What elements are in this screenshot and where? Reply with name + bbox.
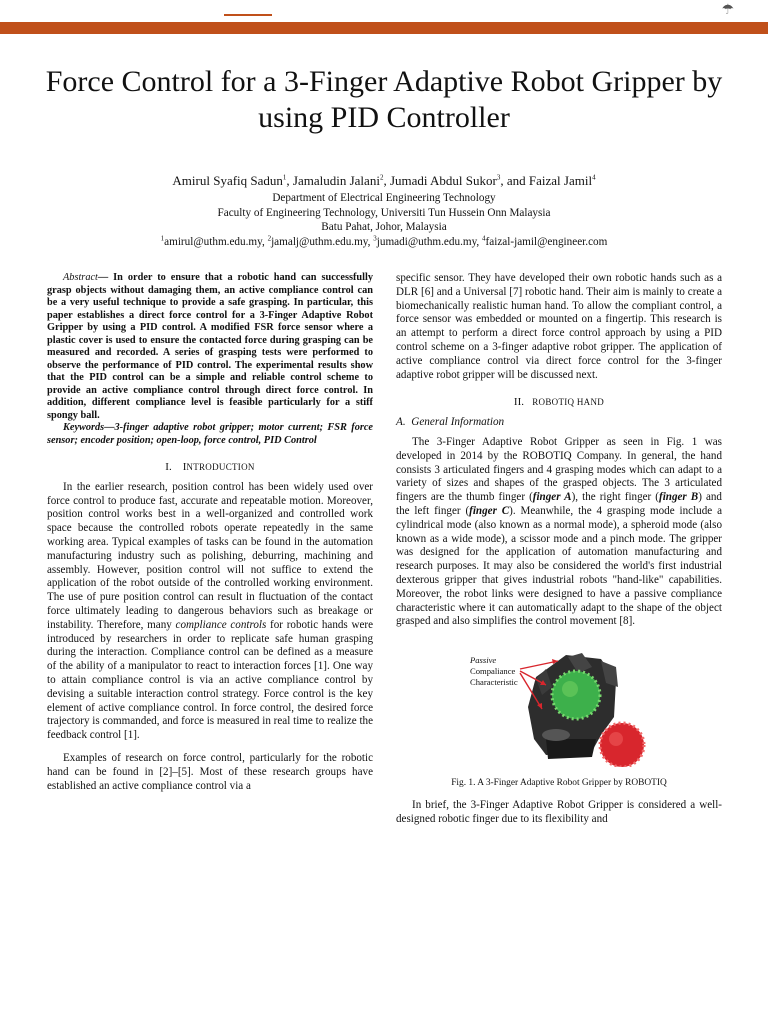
paragraph: Examples of research on force control, particularly for the robotic hand can be found in [2]–[5]. Most of these research groups have established an active compliance control via a bbox=[47, 751, 373, 792]
author-block bbox=[30, 172, 738, 249]
department: Department of Electrical Engineering Technology bbox=[272, 192, 496, 204]
figure-gripper bbox=[396, 647, 722, 767]
author-name: Jamaludin Jalani bbox=[292, 173, 380, 188]
paragraph: specific sensor. They have developed their own robotic hands such as a DLR [6] and a Universal [7] robotic hand. Their aim is mainly to create a biomechanically realistic human hand. To allow the compliant control, a force sensor was embedded or mounted on a fingertip. This research is an attempt to perform a direct force control approach by using a PID control scheme on a 3-finger adaptive robot gripper. The application of active compliance control via direct force control for the 3-finger adaptive robot gripper will be discussed next. bbox=[396, 272, 722, 381]
paragraph: The 3-Finger Adaptive Robot Gripper as seen in Fig. 1 was developed in 2014 by the ROBOTIQ Company. In general, the hand consists 3 articulated fingers and 4 grasping modes which can adapt to a variety of sizes and shapes of the grasped objects. The 3 articulated fingers are the thumb finger (finger A), the right finger (finger B) and the left finger (finger C). Meanwhile, the 4 grasping mode include a cylindrical mode (also known as a normal mode), a spheroid mode (also known as a wide mode), a scissor mode and a pinch mode. The gripper was designed for the application of automation manufacturing and research purposes. It may also be considered the world's first industrial dexterous gripper that gives industrial robots "hand-like" capabilities. Moreover, the robot links were designed to have a passive compliance characteristic where it can automatically adapt to the shape of the object grasped and also simplifies the control movement [8]. bbox=[396, 435, 722, 628]
author-emails: $^1$amirul@uthm.edu.my, $^2$jamalj@uthm.edu.my, $^3$jumadi@uthm.edu.my, $^4$faizal-jamil@engineer.com bbox=[160, 233, 608, 248]
left-column bbox=[47, 272, 373, 793]
faculty: Faculty of Engineering Technology, Universiti Tun Hussein Onn Malaysia bbox=[217, 206, 551, 219]
orange-header-band bbox=[0, 22, 768, 34]
author-name: Faizal Jamil bbox=[528, 173, 593, 188]
top-bar bbox=[0, 0, 768, 22]
paragraph: In brief, the 3-Finger Adaptive Robot Gripper is considered a well-designed robotic finger due to its flexibility and bbox=[396, 798, 722, 825]
location: Batu Pahat, Johor, Malaysia bbox=[321, 221, 447, 233]
section-heading-robotiq: II. ROBOTIQ HAND bbox=[513, 396, 605, 409]
author-names: Amirul Syafiq Sadun$^1$, Jamaludin Jalani$^2$, Jumadi Abdul Sukor$^3$, and Faizal Jamil$^4$ bbox=[172, 173, 596, 188]
section-heading-introduction: I. INTRODUCTION bbox=[165, 461, 255, 473]
paper-title: Force Control for a 3-Finger Adaptive Robot Gripper by using PID Controller bbox=[45, 65, 723, 134]
author-name: Amirul Syafiq Sadun bbox=[172, 173, 283, 188]
author-name: Jumadi Abdul Sukor bbox=[389, 173, 497, 188]
gripper-illustration bbox=[396, 647, 722, 767]
top-bar-tab-line bbox=[224, 14, 272, 16]
subsection-heading: A. General Information bbox=[396, 416, 505, 429]
paragraph: In the earlier research, position control has been widely used over force control to produce fast, accurate and repeatable motion. Moreover, position control works best in a well-organized and controlled work space because the controlled robots operate repeatedly in the same working area. Typical examples of tasks can be found in the automation manufacturing industry such as polishing, deburring, machining and assembly. However, position control will not suffice to extend the application of the robot outside of the controlled working environment. The use of pure position control can result in fluctuation of the contact force ultimately leading to dangerous behaviors such as breakage or instability. Therefore, many compliance controls for robotic hands were introduced by researchers in order to replicate safe human grasping during the interaction. Compliance control can be defined as a measure of the ability of a manipulator to react to interaction forces [1]. One way to attain compliance control is via an active compliance control by devising a suitable interaction control strategy. Force control is the key element of active compliance control. In force control, the desired force trajectory is commanded, and force is measured in real time to realize the feedback control [1]. bbox=[47, 480, 373, 742]
abstract: Abstract— In order to ensure that a robotic hand can successfully grasp objects without damaging them, an active compliance control can be a very useful technique to provide a safe grasping. In particular, this paper establishes a direct force control for a 3-Finger Adaptive Robot Gripper by using a PID control. A modified FSR force sensor where a plastic cover is used to ensure the contacted force during grasping can be measured and recorded. A series of grasping tests were performed to observe the performance of PID control. The experimental results show that the PID control can be a simple and reliable control scheme to provide an active compliance control through direct force control. In addition, different compliance level is feasible particularly for a stiff spongy ball. bbox=[47, 272, 373, 421]
right-column bbox=[396, 272, 722, 827]
publisher-logo-icon: ☂ bbox=[721, 3, 734, 18]
keywords: Keywords—3-finger adaptive robot gripper; motor current; FSR force sensor; encoder position; open-loop, force control, PID Control bbox=[47, 422, 373, 446]
figure-caption: Fig. 1. A 3-Finger Adaptive Robot Gripper by ROBOTIQ bbox=[451, 778, 667, 789]
figure-annotation: Passive Compaliance Characteristic bbox=[470, 655, 518, 688]
